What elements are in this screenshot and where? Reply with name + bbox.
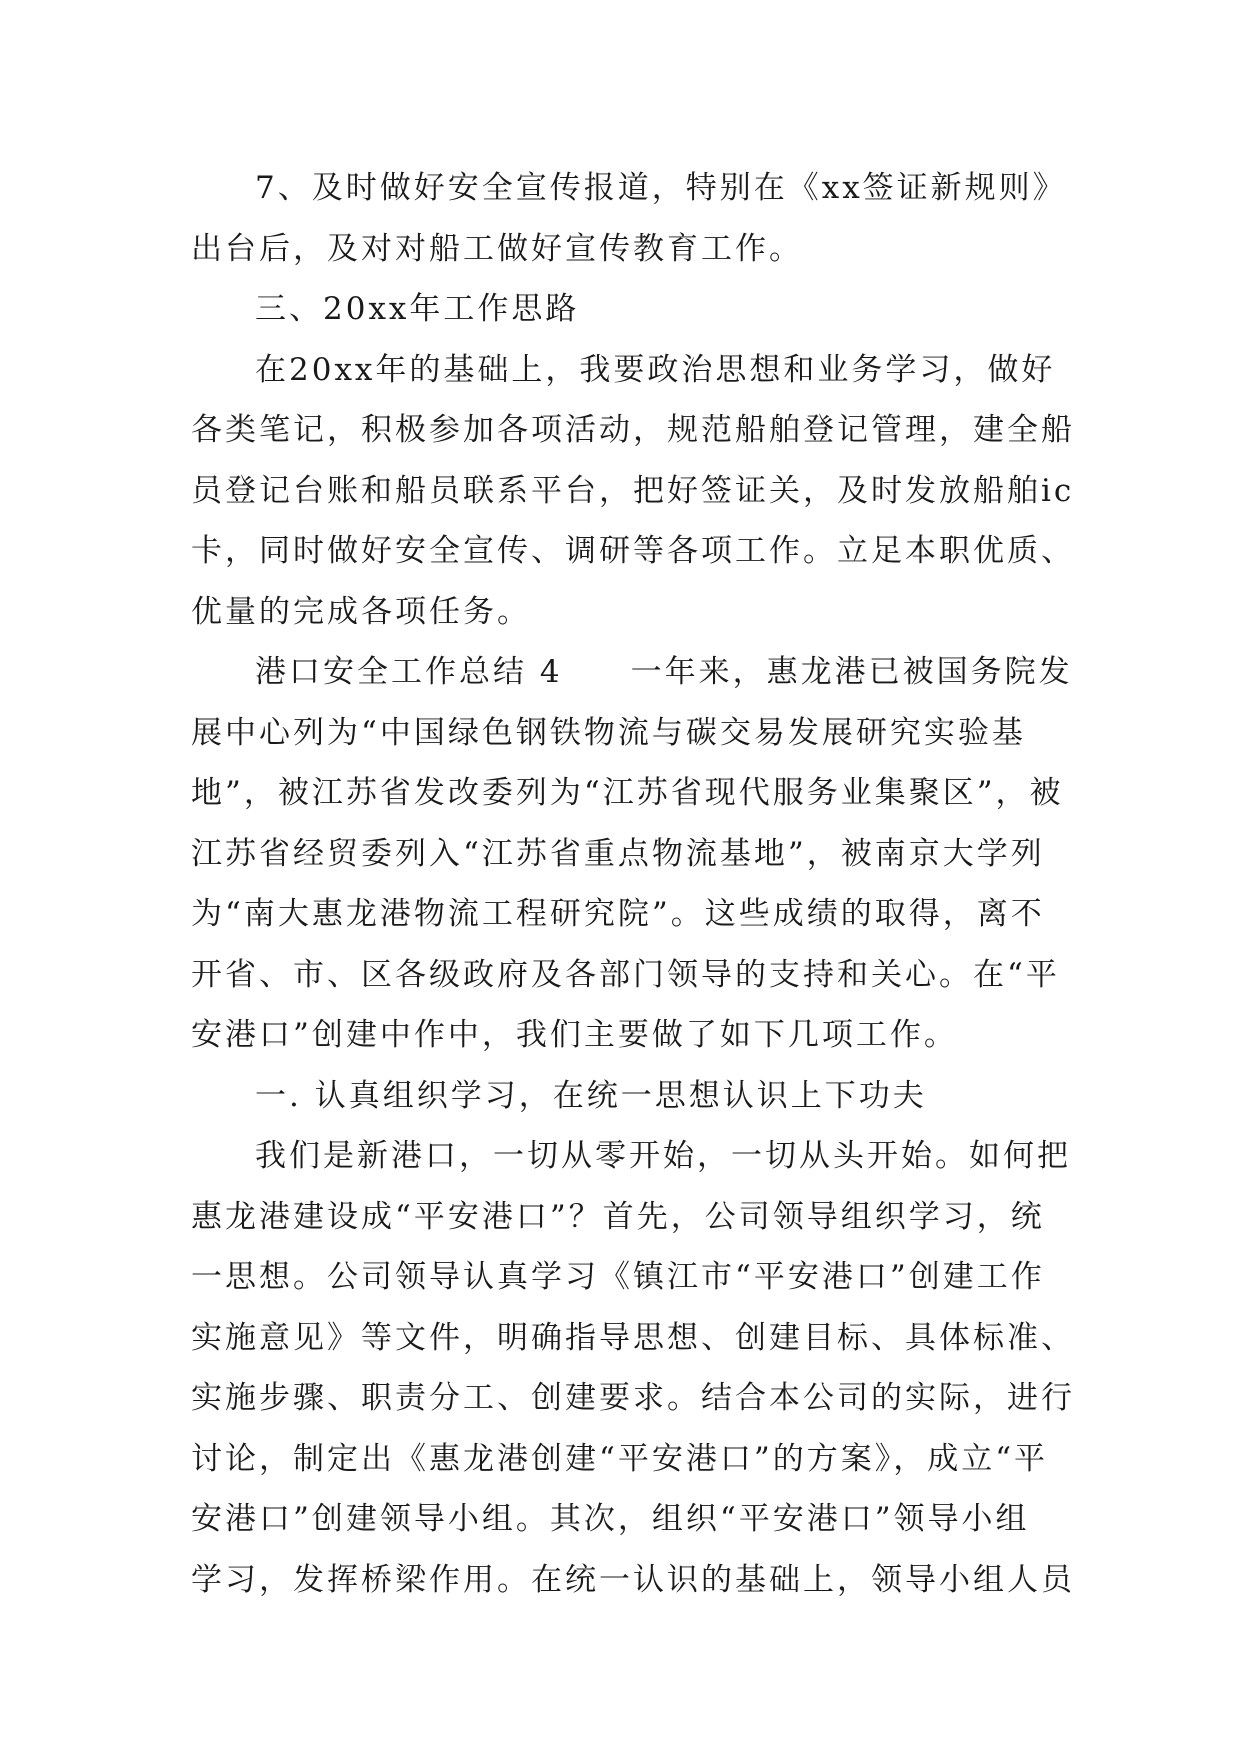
paragraph-line: 安港口”创建中作中，我们主要做了如下几项工作。 <box>191 1017 958 1053</box>
paragraph-line: 学习，发挥桥梁作用。在统一认识的基础上，领导小组人员 <box>191 1561 1075 1598</box>
paragraph-line: 实施意见》等文件，明确指导思想、创建目标、具体标准、 <box>191 1319 1075 1356</box>
paragraph-line: 展中心列为“中国绿色钢铁物流与碳交易发展研究实验基 <box>191 714 1026 751</box>
paragraph-line: 7、及时做好安全宣传报道，特别在《xx签证新规则》 <box>255 170 1067 206</box>
paragraph-line: 地”，被江苏省发改委列为“江苏省现代服务业集聚区”，被 <box>191 775 1064 811</box>
paragraph-line: 为“南大惠龙港物流工程研究院”。这些成绩的取得，离不 <box>191 896 1045 932</box>
paragraph-line: 开省、市、区各级政府及各部门领导的支持和关心。在“平 <box>191 956 1060 993</box>
paragraph-line: 一思想。公司领导认真学习《镇江市“平安港口”创建工作 <box>191 1259 1045 1295</box>
paragraph-line: 各类笔记，积极参加各项活动，规范船舶登记管理，建全船 <box>191 412 1075 448</box>
paragraph-line: 卡，同时做好安全宣传、调研等各项工作。立足本职优质、 <box>191 533 1075 569</box>
paragraph-line: 惠龙港建设成“平安港口”？首先，公司领导组织学习，统 <box>191 1198 1045 1235</box>
paragraph-line: 优量的完成各项任务。 <box>191 593 531 630</box>
paragraph-line: 出台后，及对对船工做好宣传教育工作。 <box>191 230 803 267</box>
paragraph-line: 实施步骤、职责分工、创建要求。结合本公司的实际，进行 <box>191 1380 1075 1416</box>
paragraph-line: 安港口”创建领导小组。其次，组织“平安港口”领导小组 <box>191 1501 1030 1537</box>
section-heading: 三、20xx年工作思路 <box>255 291 580 327</box>
document-body <box>191 158 1075 1610</box>
section-heading: 一. 认真组织学习，在统一思想认识上下功夫 <box>255 1077 927 1114</box>
paragraph-line: 港口安全工作总结 4 一年来，惠龙港已被国务院发 <box>255 654 1073 690</box>
paragraph-line: 员登记台账和船员联系平台，把好签证关，及时发放船舶ic <box>191 472 1075 509</box>
paragraph-line: 讨论，制定出《惠龙港创建“平安港口”的方案》，成立“平 <box>191 1440 1049 1477</box>
paragraph-line: 我们是新港口，一切从零开始，一切从头开始。如何把 <box>255 1138 1071 1174</box>
paragraph-line: 在20xx年的基础上，我要政治思想和业务学习，做好 <box>255 351 1056 388</box>
paragraph-line: 江苏省经贸委列入“江苏省重点物流基地”，被南京大学列 <box>191 835 1045 872</box>
